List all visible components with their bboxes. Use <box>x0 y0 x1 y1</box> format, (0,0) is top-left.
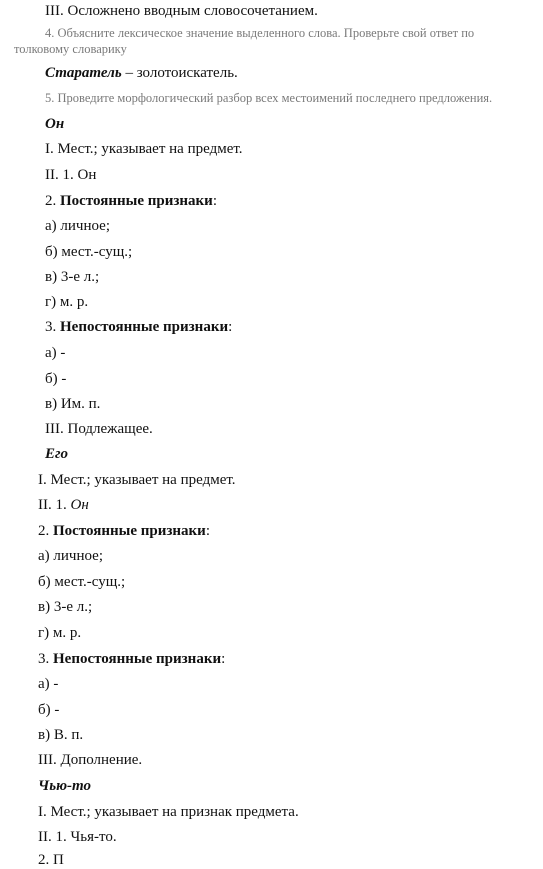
analysis-line: в) В. п. <box>38 727 84 743</box>
line-prefix: 3. <box>38 651 53 667</box>
analysis-line: в) 3-е л.; <box>38 599 93 615</box>
line-suffix: : <box>221 651 226 667</box>
pronoun-heading-ego: Его <box>45 446 69 462</box>
analysis-line: б) мест.-сущ.; <box>38 574 126 590</box>
task-5-line: 5. Проведите морфологический разбор всех местоимений последнего предложения. <box>45 91 493 105</box>
analysis-line: а) - <box>38 676 59 692</box>
highlighted-word: Старатель <box>45 65 122 81</box>
analysis-line: I. Мест.; указывает на признак предмета. <box>38 804 299 820</box>
line-suffix: : <box>205 523 210 539</box>
task-4-line-2: толковому словарику <box>14 42 127 56</box>
analysis-line: б) - <box>38 702 60 718</box>
analysis-line <box>38 650 225 668</box>
analysis-line: I. Мест.; указывает на предмет. <box>38 472 236 488</box>
analysis-line: г) м. р. <box>38 625 82 641</box>
analysis-line: в) 3-е л.; <box>45 269 100 285</box>
bold-term: Постоянные признаки <box>60 193 213 209</box>
analysis-line: II. 1. Чья-то. <box>38 829 117 845</box>
analysis-line <box>45 318 232 336</box>
line-prefix: 2. <box>38 523 53 539</box>
analysis-line: III. Дополнение. <box>38 752 143 768</box>
italic-word: Он <box>70 497 89 513</box>
definition-line <box>45 64 238 82</box>
analysis-line: а) личное; <box>45 218 110 234</box>
definition-text: – золотоискатель. <box>121 65 238 81</box>
analysis-line-cut-off: 2. П <box>38 852 64 868</box>
line-prefix: 2. <box>45 193 60 209</box>
analysis-line: в) Им. п. <box>45 396 101 412</box>
task-4-line-1: 4. Объясните лексическое значение выделенного слова. Проверьте свой ответ по <box>45 26 475 40</box>
analysis-line: а) личное; <box>38 548 103 564</box>
analysis-line: II. 1. Он <box>45 167 97 183</box>
text-line: III. Осложнено вводным словосочетанием. <box>45 3 318 19</box>
analysis-line: б) мест.-сущ.; <box>45 244 133 260</box>
line-suffix: : <box>212 193 217 209</box>
analysis-line <box>45 192 217 210</box>
analysis-line: а) - <box>45 345 66 361</box>
pronoun-heading-chyu-to: Чью-то <box>38 778 91 794</box>
analysis-line: б) - <box>45 371 67 387</box>
analysis-line <box>38 496 89 514</box>
bold-term: Постоянные признаки <box>53 523 206 539</box>
line-prefix: II. 1. <box>38 497 71 513</box>
analysis-line: III. Подлежащее. <box>45 421 153 437</box>
bold-term: Непостоянные признаки <box>53 651 222 667</box>
analysis-line <box>38 522 210 540</box>
analysis-line: I. Мест.; указывает на предмет. <box>45 141 243 157</box>
line-prefix: 3. <box>45 319 60 335</box>
line-suffix: : <box>228 319 233 335</box>
pronoun-heading-on: Он <box>45 116 65 132</box>
bold-term: Непостоянные признаки <box>60 319 229 335</box>
analysis-line: г) м. р. <box>45 294 89 310</box>
